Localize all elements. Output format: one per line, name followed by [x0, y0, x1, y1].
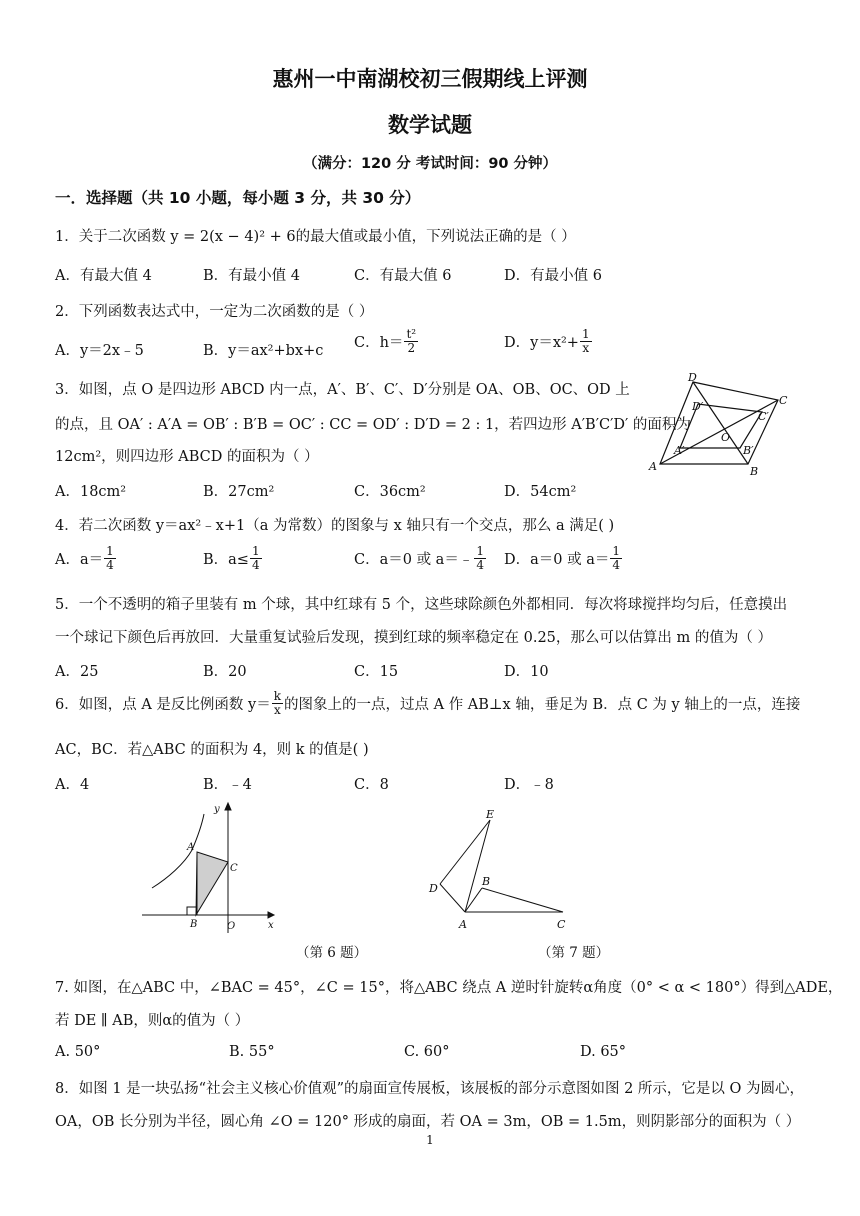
q4-option-b-fraction: $\frac{1}{4}$ — [251, 544, 260, 572]
question-6-line-1 — [55, 690, 800, 717]
label-A-prime: A′ — [674, 444, 685, 457]
q5-option-c[interactable]: C．15 — [354, 664, 399, 680]
point-C-label: C — [230, 863, 238, 874]
q2-option-b[interactable]: B．y＝ax²+bx+c — [203, 343, 324, 359]
question-2-stem: 2．下列函数表达式中，一定为二次函数的是（ ） — [55, 304, 374, 320]
figure-7-caption: （第 7 题） — [538, 945, 610, 961]
label-B: B — [750, 465, 759, 478]
q2-option-a[interactable]: A．y＝2x﹣5 — [55, 343, 144, 359]
point-D-label: D — [429, 882, 438, 895]
question-1-stem: 1．关于二次函数 y = 2(x − 4)² + 6的最大值或最小值，下列说法正确的是（ ） — [55, 229, 576, 245]
label-O: O — [721, 431, 731, 444]
question-7-line-2: 若 DE ∥ AB，则α的值为（ ） — [55, 1013, 250, 1029]
q4-option-c-fraction: $\frac{1}{4}$ — [476, 544, 484, 572]
q4-option-a[interactable] — [55, 545, 117, 572]
question-5-line-2: 一个球记下颜色后再放回．大量重复试验后发现，摸到红球的频率稳定在 0.25，那么可以估算出 m 的值为（ ） — [55, 630, 772, 646]
question-6-line-2: AC，BC．若△ABC 的面积为 4，则 k 的值是( ) — [55, 742, 369, 758]
q1-option-b[interactable]: B．有最小值 4 — [203, 268, 300, 284]
page-number: 1 — [426, 1133, 434, 1147]
q6-option-a[interactable]: A．4 — [55, 777, 90, 793]
question-5-line-1: 5．一个不透明的箱子里装有 m 个球，其中红球有 5 个，这些球除颜色外都相同．每次将球搅拌均匀后，任意摸出 — [55, 597, 788, 613]
q6-option-c[interactable]: C．8 — [354, 777, 389, 793]
label-C: C — [779, 394, 788, 407]
q3-option-c[interactable]: C．36cm² — [354, 484, 426, 500]
question-4-stem: 4．若二次函数 y＝ax²﹣x+1（a 为常数）的图象与 x 轴只有一个交点，那么 a 满足( ) — [55, 518, 615, 534]
q7-rotation-figure — [425, 804, 575, 934]
q6-option-b[interactable]: B．﹣4 — [203, 777, 252, 793]
q4-option-d-label: D．a＝0 或 a＝ — [504, 552, 610, 568]
point-B-label: B — [190, 919, 198, 930]
q1-option-a[interactable]: A．有最大值 4 — [55, 268, 152, 284]
q6-option-d[interactable]: D．﹣8 — [504, 777, 554, 793]
point-E-label: E — [486, 808, 495, 821]
point-B-label: B — [482, 875, 491, 888]
q7-option-d[interactable]: D. 65° — [580, 1044, 627, 1060]
q6-line-1-start: 6．如图，点 A 是反比例函数 y＝ — [55, 697, 271, 713]
label-B-prime: B′ — [743, 444, 754, 457]
q5-option-a[interactable]: A．25 — [55, 664, 99, 680]
subject-title: 数学试题 — [388, 113, 472, 137]
q5-option-d[interactable]: D．10 — [504, 664, 549, 680]
q1-option-c[interactable]: C．有最大值 6 — [354, 268, 452, 284]
point-A-label: A — [459, 918, 467, 931]
question-8-line-1: 8．如图 1 是一块弘扬“社会主义核心价值观”的扇面宣传展板，该展板的部分示意图如图 2 所示，它是以 O 为圆心， — [55, 1081, 805, 1097]
q7-option-b[interactable]: B. 55° — [229, 1044, 275, 1060]
question-3-line-2: 的点，且 OA′ : A′A = OB′ : B′B = OC′ : CC = OD′ : D′D = 2 : 1，若四边形 A′B′C′D′ 的面积为 — [55, 417, 691, 433]
point-C-label: C — [557, 918, 566, 931]
x-axis-label: x — [268, 920, 274, 931]
q2-option-c-label: C．h＝ — [354, 335, 404, 351]
q2-option-d[interactable] — [504, 328, 593, 355]
q1-option-d[interactable]: D．有最小值 6 — [504, 268, 602, 284]
q6-hyperbola-figure — [140, 800, 280, 938]
q2-option-c-fraction: $\frac{\text{t²}}{2}$ — [406, 327, 417, 355]
q3-quadrilateral-figure — [648, 372, 790, 478]
label-D: D — [688, 372, 697, 384]
exam-title: 惠州一中南湖校初三假期线上评测 — [272, 67, 588, 91]
label-C-prime: C′ — [758, 410, 769, 423]
q4-option-b[interactable] — [203, 545, 263, 572]
q3-option-b[interactable]: B．27cm² — [203, 484, 275, 500]
q4-option-d[interactable] — [504, 545, 623, 572]
question-8-line-2: OA，OB 长分别为半径，圆心角 ∠O = 120° 形成的扇面，若 OA = 3m，OB = 1.5m，则阴影部分的面积为（ ） — [55, 1114, 801, 1130]
point-A-label: A — [187, 842, 195, 853]
origin-label: O — [227, 921, 236, 932]
figure-6-caption: （第 6 题） — [296, 945, 368, 961]
question-3-line-1: 3．如图，点 O 是四边形 ABCD 内一点，A′、B′、C′、D′分别是 OA、OB、OC、OD 上 — [55, 382, 630, 398]
q7-option-a[interactable]: A. 50° — [55, 1044, 101, 1060]
q4-option-b-label: B．a≤ — [203, 552, 249, 568]
q5-option-b[interactable]: B．20 — [203, 664, 247, 680]
question-3-line-3: 12cm²，则四边形 ABCD 的面积为（ ） — [55, 449, 319, 465]
q2-option-d-fraction: $\frac{1}{x}$ — [581, 327, 590, 355]
q3-option-a[interactable]: A．18cm² — [55, 484, 127, 500]
question-7-line-1: 7. 如图，在△ABC 中，∠BAC = 45°，∠C = 15°，将△ABC 绕点 A 逆时针旋转α角度（0° < α < 180°）得到△ADE， — [55, 980, 843, 996]
q3-option-d[interactable]: D．54cm² — [504, 484, 577, 500]
label-D-prime: D′ — [692, 400, 704, 413]
q4-option-a-label: A．a＝ — [55, 552, 104, 568]
q4-option-a-fraction: $\frac{1}{4}$ — [106, 544, 114, 572]
q2-option-c[interactable] — [354, 328, 419, 355]
q6-line-1-end: 的图象上的一点，过点 A 作 AB⊥x 轴，垂足为 B．点 C 为 y 轴上的一点，连接 — [284, 697, 801, 713]
y-axis-label: y — [214, 804, 220, 815]
section-heading: 一．选择题（共 10 小题，每小题 3 分，共 30 分） — [55, 189, 421, 207]
q7-option-c[interactable]: C. 60° — [404, 1044, 450, 1060]
exam-meta: （满分：120 分 考试时间：90 分钟） — [302, 156, 558, 172]
q6-k-over-x: $\frac{k}{x}$ — [273, 689, 281, 717]
label-A: A — [649, 460, 657, 473]
q4-option-c-label: C．a＝0 或 a＝﹣ — [354, 552, 474, 568]
q2-option-d-label: D．y＝x²+ — [504, 335, 579, 351]
q4-option-d-fraction: $\frac{1}{4}$ — [612, 544, 620, 572]
q4-option-c[interactable] — [354, 545, 487, 572]
